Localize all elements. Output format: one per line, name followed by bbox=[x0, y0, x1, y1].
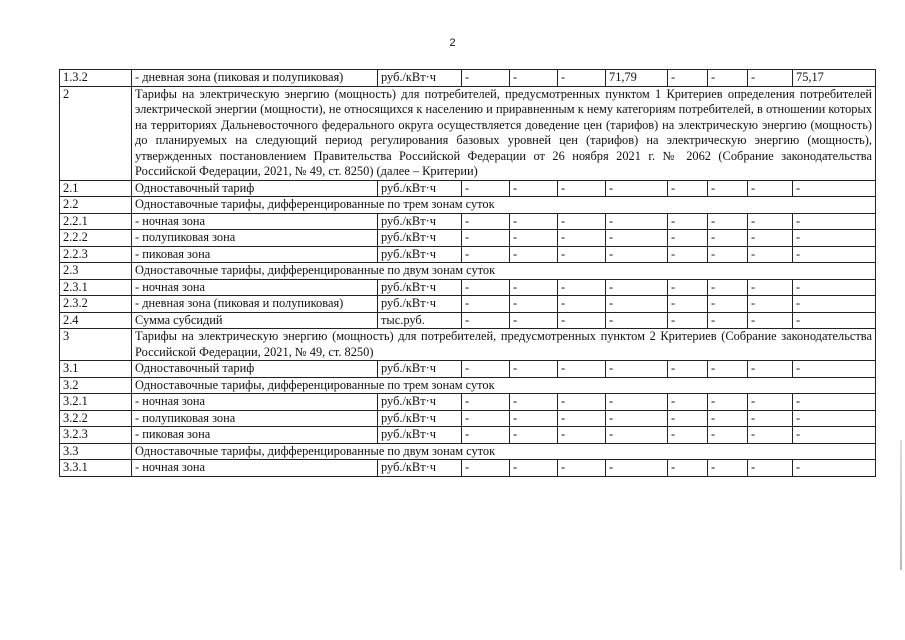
row-value: - bbox=[748, 180, 793, 197]
row-code: 2.2 bbox=[60, 197, 132, 214]
section-heading: Тарифы на электрическую энергию (мощность) для потребителей, предусмотренных пунктом 1 Критериев определения потребителей электрической энергии (мощности), не относящихся к населению и приравненным к нему категориям потребителей, в отношении которых на территориях Дальневосточного федерального округа осуществляется доведение цен (тарифов) на электрическую энергию (мощность) до планируемых на следующий период регулирования базовых уровней цен (тарифов) на электрическую энергию (мощность), утвержденных постановлением Правительства Российской Федерации от 26 ноября 2021 г. № 2062 (Собрание законодательства Российской Федерации, 2021, № 49, ст. 8250) (далее – Критерии) bbox=[132, 86, 876, 180]
row-value: - bbox=[462, 410, 510, 427]
row-value: - bbox=[558, 312, 606, 329]
row-value: - bbox=[558, 361, 606, 378]
row-value: - bbox=[748, 246, 793, 263]
row-value: - bbox=[748, 296, 793, 313]
row-name: Одноставочный тариф bbox=[132, 180, 378, 197]
table-row bbox=[60, 410, 876, 427]
row-value: - bbox=[606, 180, 668, 197]
row-value: - bbox=[793, 230, 876, 247]
row-value: - bbox=[708, 246, 748, 263]
row-unit: руб./кВт·ч bbox=[378, 361, 462, 378]
row-value: - bbox=[510, 394, 558, 411]
row-value: - bbox=[510, 410, 558, 427]
row-code: 3.2.2 bbox=[60, 410, 132, 427]
row-value: - bbox=[606, 230, 668, 247]
section-heading: Тарифы на электрическую энергию (мощность) для потребителей, предусмотренных пунктом 2 Критериев (Собрание законодательства Российской Федерации, 2021, № 49, ст. 8250) bbox=[132, 329, 876, 361]
row-value: - bbox=[748, 394, 793, 411]
row-value: - bbox=[793, 394, 876, 411]
row-value: - bbox=[668, 279, 708, 296]
row-name: - дневная зона (пиковая и полупиковая) bbox=[132, 296, 378, 313]
row-name: - ночная зона bbox=[132, 394, 378, 411]
row-value: - bbox=[558, 460, 606, 477]
row-value: - bbox=[668, 213, 708, 230]
row-value: - bbox=[558, 70, 606, 87]
row-value: - bbox=[668, 460, 708, 477]
row-code: 2 bbox=[60, 86, 132, 180]
table-row bbox=[60, 197, 876, 214]
row-code: 3.1 bbox=[60, 361, 132, 378]
row-value: - bbox=[510, 427, 558, 444]
row-value: - bbox=[606, 394, 668, 411]
row-code: 2.3 bbox=[60, 263, 132, 280]
row-value: - bbox=[748, 279, 793, 296]
table-row bbox=[60, 394, 876, 411]
row-value: - bbox=[606, 312, 668, 329]
row-code: 3.2 bbox=[60, 377, 132, 394]
row-unit: руб./кВт·ч bbox=[378, 180, 462, 197]
row-value: - bbox=[748, 213, 793, 230]
row-value: - bbox=[606, 246, 668, 263]
row-value: - bbox=[708, 394, 748, 411]
row-unit: руб./кВт·ч bbox=[378, 394, 462, 411]
row-value: - bbox=[558, 410, 606, 427]
row-value: - bbox=[748, 460, 793, 477]
row-value: - bbox=[462, 394, 510, 411]
row-value: - bbox=[668, 410, 708, 427]
row-code: 2.2.3 bbox=[60, 246, 132, 263]
row-code: 3.3 bbox=[60, 443, 132, 460]
row-value: - bbox=[668, 70, 708, 87]
row-value: - bbox=[708, 230, 748, 247]
row-value: - bbox=[793, 180, 876, 197]
row-code: 2.2.2 bbox=[60, 230, 132, 247]
row-value: - bbox=[462, 230, 510, 247]
row-value: - bbox=[462, 427, 510, 444]
row-value: - bbox=[558, 296, 606, 313]
table-row bbox=[60, 263, 876, 280]
row-value: - bbox=[510, 213, 558, 230]
row-value: - bbox=[793, 279, 876, 296]
row-name: - полупиковая зона bbox=[132, 230, 378, 247]
row-value: - bbox=[510, 70, 558, 87]
row-value: - bbox=[510, 460, 558, 477]
row-value: - bbox=[793, 296, 876, 313]
row-value: - bbox=[748, 361, 793, 378]
row-value: - bbox=[708, 180, 748, 197]
row-value: - bbox=[708, 312, 748, 329]
table-row bbox=[60, 213, 876, 230]
row-value: - bbox=[708, 279, 748, 296]
row-value: - bbox=[462, 361, 510, 378]
table-row bbox=[60, 180, 876, 197]
subsection-heading: Одноставочные тарифы, дифференцированные по двум зонам суток bbox=[132, 263, 876, 280]
page-number: 2 bbox=[449, 37, 456, 49]
tariff-table bbox=[59, 69, 876, 477]
row-value: - bbox=[462, 70, 510, 87]
row-value: - bbox=[748, 70, 793, 87]
row-value: - bbox=[510, 312, 558, 329]
row-value: - bbox=[793, 410, 876, 427]
row-code: 2.3.1 bbox=[60, 279, 132, 296]
row-value: - bbox=[606, 361, 668, 378]
table-row bbox=[60, 70, 876, 87]
row-value: - bbox=[558, 394, 606, 411]
row-unit: руб./кВт·ч bbox=[378, 427, 462, 444]
row-value: - bbox=[668, 312, 708, 329]
row-value: - bbox=[558, 213, 606, 230]
row-unit: руб./кВт·ч bbox=[378, 230, 462, 247]
row-value: - bbox=[793, 246, 876, 263]
row-value: - bbox=[708, 361, 748, 378]
row-value: - bbox=[748, 312, 793, 329]
row-name: Одноставочный тариф bbox=[132, 361, 378, 378]
row-unit: руб./кВт·ч bbox=[378, 213, 462, 230]
row-value: - bbox=[668, 246, 708, 263]
row-value: - bbox=[708, 213, 748, 230]
row-value: - bbox=[793, 312, 876, 329]
row-value: - bbox=[558, 246, 606, 263]
tariff-table-body bbox=[60, 70, 876, 477]
row-unit: руб./кВт·ч bbox=[378, 70, 462, 87]
table-row bbox=[60, 230, 876, 247]
row-code: 2.2.1 bbox=[60, 213, 132, 230]
table-row bbox=[60, 427, 876, 444]
row-unit: руб./кВт·ч bbox=[378, 410, 462, 427]
table-row bbox=[60, 246, 876, 263]
row-value: - bbox=[708, 296, 748, 313]
row-code: 1.3.2 bbox=[60, 70, 132, 87]
row-value: 75,17 bbox=[793, 70, 876, 87]
row-code: 2.4 bbox=[60, 312, 132, 329]
row-value: - bbox=[748, 410, 793, 427]
row-value: - bbox=[606, 213, 668, 230]
table-row bbox=[60, 460, 876, 477]
scan-edge-mark bbox=[900, 440, 902, 570]
row-value: - bbox=[793, 460, 876, 477]
row-value: - bbox=[668, 296, 708, 313]
row-value: - bbox=[708, 427, 748, 444]
row-code: 3.3.1 bbox=[60, 460, 132, 477]
row-value: - bbox=[668, 361, 708, 378]
table-row bbox=[60, 86, 876, 180]
row-value: - bbox=[462, 246, 510, 263]
row-value: - bbox=[510, 230, 558, 247]
table-row bbox=[60, 443, 876, 460]
subsection-heading: Одноставочные тарифы, дифференцированные по двум зонам суток bbox=[132, 443, 876, 460]
table-row bbox=[60, 361, 876, 378]
row-name: - пиковая зона bbox=[132, 427, 378, 444]
row-code: 2.3.2 bbox=[60, 296, 132, 313]
row-value: - bbox=[668, 427, 708, 444]
subsection-heading: Одноставочные тарифы, дифференцированные по трем зонам суток bbox=[132, 197, 876, 214]
row-name: - ночная зона bbox=[132, 460, 378, 477]
row-value: - bbox=[462, 460, 510, 477]
row-value: - bbox=[462, 296, 510, 313]
row-value: - bbox=[558, 230, 606, 247]
row-name: - полупиковая зона bbox=[132, 410, 378, 427]
row-value: - bbox=[668, 180, 708, 197]
table-row bbox=[60, 279, 876, 296]
row-name: - ночная зона bbox=[132, 213, 378, 230]
subsection-heading: Одноставочные тарифы, дифференцированные по трем зонам суток bbox=[132, 377, 876, 394]
row-value: - bbox=[606, 427, 668, 444]
table-row bbox=[60, 377, 876, 394]
row-code: 3 bbox=[60, 329, 132, 361]
row-value: - bbox=[708, 460, 748, 477]
row-value: - bbox=[462, 180, 510, 197]
row-value: - bbox=[793, 213, 876, 230]
row-value: - bbox=[748, 230, 793, 247]
row-value: - bbox=[510, 296, 558, 313]
row-unit: руб./кВт·ч bbox=[378, 279, 462, 296]
row-code: 3.2.1 bbox=[60, 394, 132, 411]
row-value: - bbox=[606, 410, 668, 427]
row-value: - bbox=[510, 246, 558, 263]
row-value: 71,79 bbox=[606, 70, 668, 87]
row-value: - bbox=[668, 230, 708, 247]
row-value: - bbox=[462, 213, 510, 230]
row-name: - пиковая зона bbox=[132, 246, 378, 263]
row-value: - bbox=[558, 427, 606, 444]
row-value: - bbox=[606, 460, 668, 477]
table-row bbox=[60, 312, 876, 329]
row-value: - bbox=[462, 312, 510, 329]
row-value: - bbox=[668, 394, 708, 411]
row-value: - bbox=[462, 279, 510, 296]
row-unit: тыс.руб. bbox=[378, 312, 462, 329]
row-unit: руб./кВт·ч bbox=[378, 296, 462, 313]
row-value: - bbox=[708, 70, 748, 87]
row-value: - bbox=[606, 296, 668, 313]
row-value: - bbox=[748, 427, 793, 444]
row-code: 2.1 bbox=[60, 180, 132, 197]
row-value: - bbox=[606, 279, 668, 296]
row-value: - bbox=[558, 279, 606, 296]
row-value: - bbox=[510, 180, 558, 197]
row-name: Сумма субсидий bbox=[132, 312, 378, 329]
row-value: - bbox=[708, 410, 748, 427]
row-value: - bbox=[558, 180, 606, 197]
row-code: 3.2.3 bbox=[60, 427, 132, 444]
row-name: - дневная зона (пиковая и полупиковая) bbox=[132, 70, 378, 87]
row-value: - bbox=[510, 279, 558, 296]
row-unit: руб./кВт·ч bbox=[378, 460, 462, 477]
row-value: - bbox=[793, 361, 876, 378]
row-unit: руб./кВт·ч bbox=[378, 246, 462, 263]
table-row bbox=[60, 296, 876, 313]
row-value: - bbox=[510, 361, 558, 378]
row-value: - bbox=[793, 427, 876, 444]
table-row bbox=[60, 329, 876, 361]
row-name: - ночная зона bbox=[132, 279, 378, 296]
